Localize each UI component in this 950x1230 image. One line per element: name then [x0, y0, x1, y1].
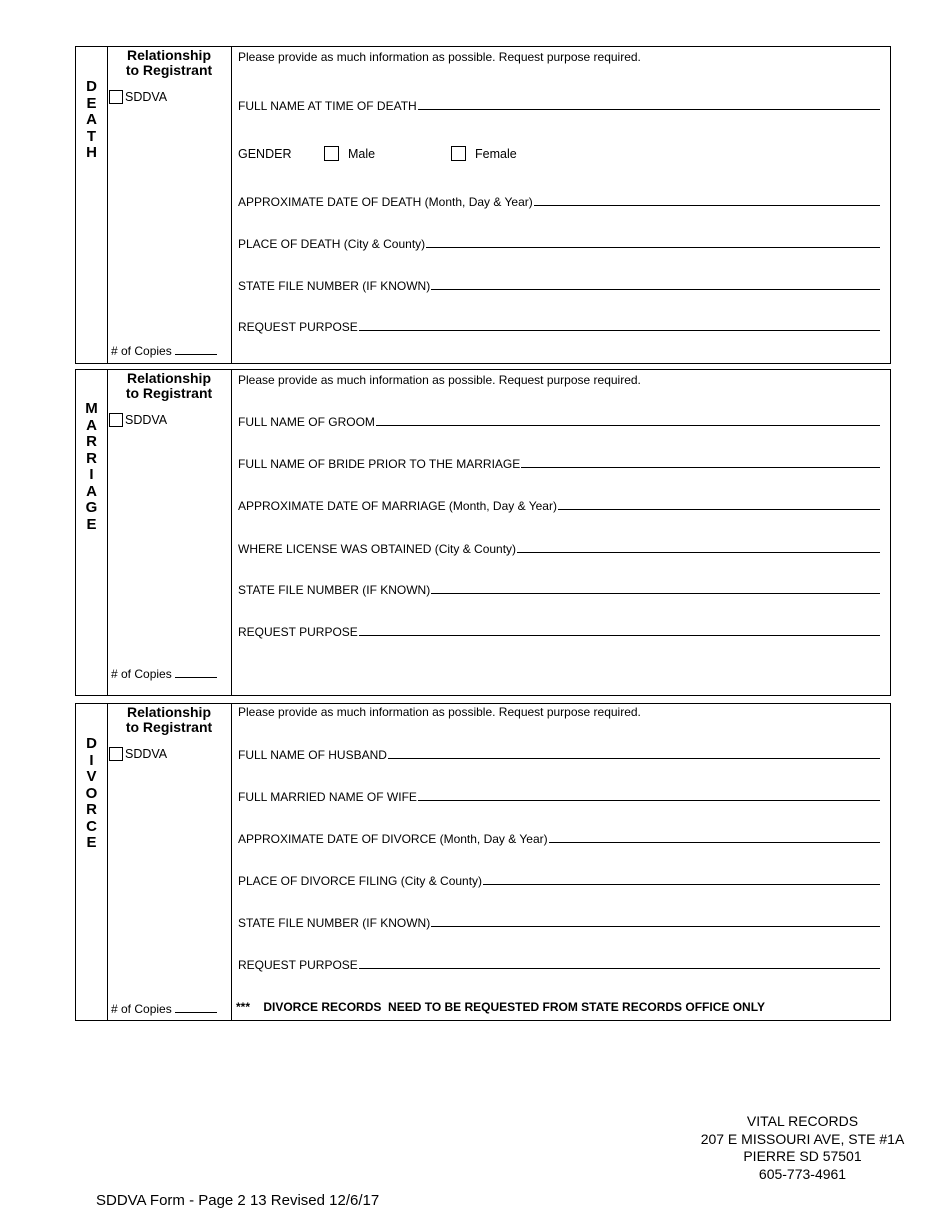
death-section [75, 46, 891, 364]
death-full-name-field[interactable]: FULL NAME AT TIME OF DEATH [238, 98, 880, 113]
checkbox-icon[interactable] [109, 747, 123, 761]
marriage-groom-field[interactable]: FULL NAME OF GROOM [238, 414, 880, 429]
divorce-place-field[interactable]: PLACE OF DIVORCE FILING (City & County) [238, 873, 880, 888]
male-checkbox[interactable] [324, 146, 339, 161]
female-checkbox[interactable] [451, 146, 466, 161]
marriage-license-field[interactable]: WHERE LICENSE WAS OBTAINED (City & County) [238, 541, 880, 556]
death-purpose-field[interactable]: REQUEST PURPOSE [238, 319, 880, 334]
divorce-vertical-label: D I V O R C E [76, 704, 108, 1020]
marriage-sddva-checkbox[interactable]: SDDVA [109, 413, 167, 427]
divorce-purpose-field[interactable]: REQUEST PURPOSE [238, 957, 880, 972]
marriage-purpose-field[interactable]: REQUEST PURPOSE [238, 624, 880, 639]
death-intro-text: Please provide as much information as possible. Request purpose required. [238, 50, 641, 64]
divorce-wife-field[interactable]: FULL MARRIED NAME OF WIFE [238, 789, 880, 804]
death-copies-field[interactable]: # of Copies [111, 344, 217, 358]
death-sddva-checkbox[interactable]: SDDVA [109, 90, 167, 104]
death-relationship-column [107, 47, 232, 363]
form-footer: SDDVA Form - Page 2 13 Revised 12/6/17 [96, 1192, 380, 1209]
relationship-heading: Relationship to Registrant [125, 704, 213, 735]
marriage-state-file-field[interactable]: STATE FILE NUMBER (IF KNOWN) [238, 582, 880, 597]
death-vertical-label: D E A T H [76, 47, 108, 363]
death-place-field[interactable]: PLACE OF DEATH (City & County) [238, 236, 880, 251]
marriage-relationship-column [107, 370, 232, 695]
checkbox-icon[interactable] [109, 413, 123, 427]
marriage-copies-field[interactable]: # of Copies [111, 667, 217, 681]
divorce-notice: *** DIVORCE RECORDS NEED TO BE REQUESTED FROM STATE RECORDS OFFICE ONLY [236, 1000, 765, 1014]
relationship-heading: Relationship to Registrant [125, 370, 213, 401]
death-state-file-field[interactable]: STATE FILE NUMBER (IF KNOWN) [238, 278, 880, 293]
divorce-section [75, 703, 891, 1021]
divorce-state-file-field[interactable]: STATE FILE NUMBER (IF KNOWN) [238, 915, 880, 930]
divorce-copies-field[interactable]: # of Copies [111, 1002, 217, 1016]
marriage-vertical-label: M A R R I A G E [76, 370, 108, 695]
mailing-address: VITAL RECORDS 207 E MISSOURI AVE, STE #1A PIERRE SD 57501 605-773-4961 [700, 1113, 905, 1182]
checkbox-icon[interactable] [109, 90, 123, 104]
divorce-date-field[interactable]: APPROXIMATE DATE OF DIVORCE (Month, Day & Year) [238, 831, 880, 846]
divorce-husband-field[interactable]: FULL NAME OF HUSBAND [238, 747, 880, 762]
divorce-intro-text: Please provide as much information as possible. Request purpose required. [238, 705, 641, 719]
death-gender-row: GENDER Male Female [238, 146, 517, 161]
divorce-sddva-checkbox[interactable]: SDDVA [109, 747, 167, 761]
marriage-bride-field[interactable]: FULL NAME OF BRIDE PRIOR TO THE MARRIAGE [238, 456, 880, 471]
relationship-heading: Relationship to Registrant [125, 47, 213, 78]
death-date-field[interactable]: APPROXIMATE DATE OF DEATH (Month, Day & Year) [238, 194, 880, 209]
marriage-intro-text: Please provide as much information as possible. Request purpose required. [238, 373, 641, 387]
marriage-section [75, 369, 891, 696]
divorce-relationship-column [107, 704, 232, 1020]
marriage-date-field[interactable]: APPROXIMATE DATE OF MARRIAGE (Month, Day & Year) [238, 498, 880, 513]
